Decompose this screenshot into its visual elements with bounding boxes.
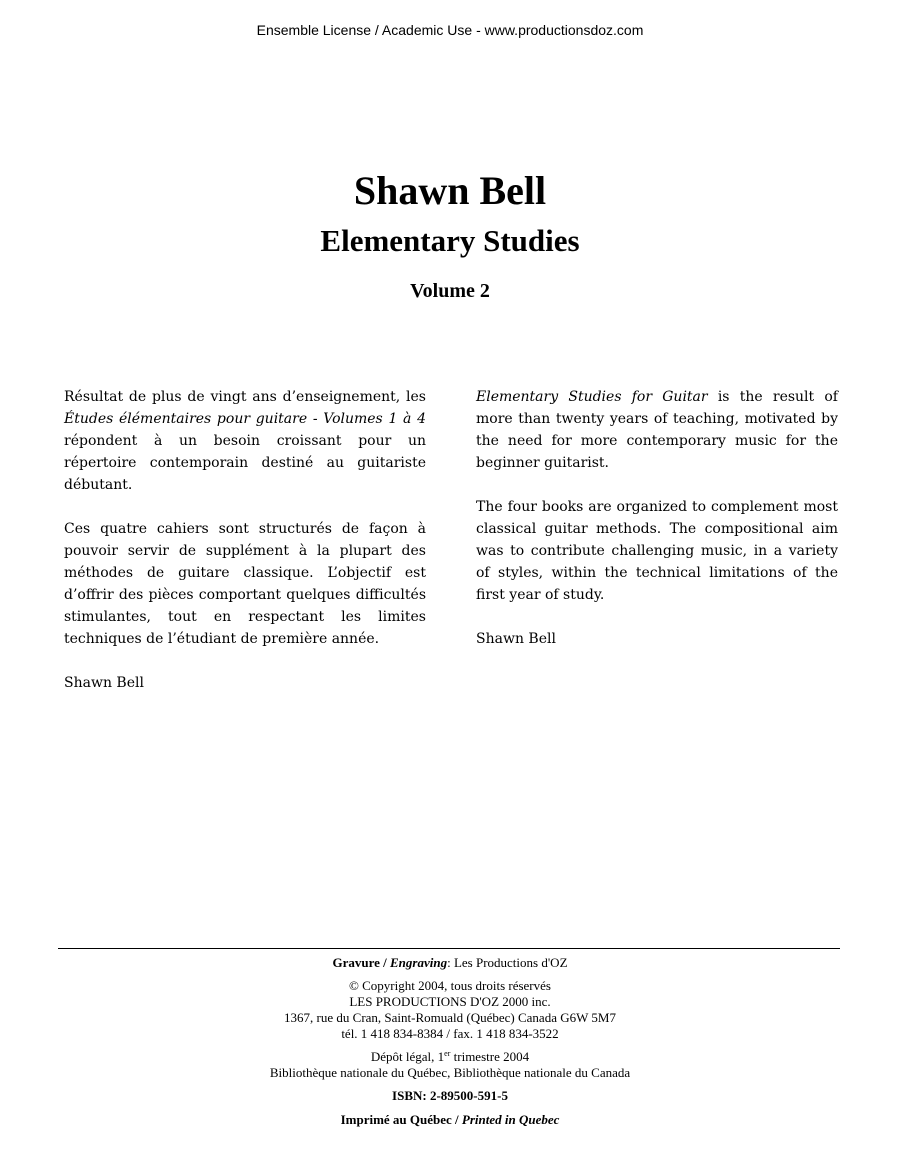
printed-in: Imprimé au Québec / Printed in Quebec [340,1112,560,1127]
isbn: ISBN: 2-89500-591-5 [392,1088,508,1103]
french-paragraph-2: Ces quatre cahiers sont structurés de façon à pouvoir servir de supplément à la plupart des méthodes de guitare classique. L’objectif est d’offrir des pièces comportant quelques difficultés stimulantes, tout en respectant les limites techniques de l’étudiant de première année. [64,521,426,647]
license-header: Ensemble License / Academic Use - www.productionsdoz.com [256,22,644,38]
english-signature: Shawn Bell [476,631,556,647]
footer-divider [58,948,840,949]
publisher-footer [0,955,900,1128]
volume-label: Volume 2 [410,280,490,302]
engraving-credit: Gravure / Engraving: Les Productions d'OZ [332,955,568,970]
english-paragraph-2: The four books are organized to complement most classical guitar methods. The compositional aim was to contribute challenging music, in a variety of styles, within the technical limitations of the first year of study. [476,499,838,603]
book-title: Elementary Studies [320,223,580,258]
publisher-name: LES PRODUCTIONS D'OZ 2000 inc. [349,994,551,1009]
french-preface [64,386,426,716]
french-paragraph-1: Résultat de plus de vingt ans d’enseignement, les Études élémentaires pour guitare - Volumes 1 à 4 répondent à un besoin croissant pour un répertoire contemporain destiné au guitariste débutant. [64,389,426,493]
english-paragraph-1: Elementary Studies for Guitar is the result of more than twenty years of teaching, motivated by the need for more contemporary music for the beginner guitarist. [476,389,838,471]
english-preface [476,386,838,672]
french-series-title: Études élémentaires pour guitare - Volumes 1 à 4 [64,411,426,427]
publisher-phone: tél. 1 418 834-8384 / fax. 1 418 834-3522 [341,1026,559,1041]
author-name: Shawn Bell [353,168,547,213]
national-libraries: Bibliothèque nationale du Québec, Bibliothèque nationale du Canada [269,1065,631,1080]
english-series-title: Elementary Studies for Guitar [476,389,708,405]
copyright-line: © Copyright 2004, tous droits réservés [349,978,551,993]
legal-deposit: Dépôt légal, 1er trimestre 2004 [370,1049,530,1064]
french-signature: Shawn Bell [64,675,144,691]
publisher-address: 1367, rue du Cran, Saint-Romuald (Québec) Canada G6W 5M7 [284,1010,616,1025]
